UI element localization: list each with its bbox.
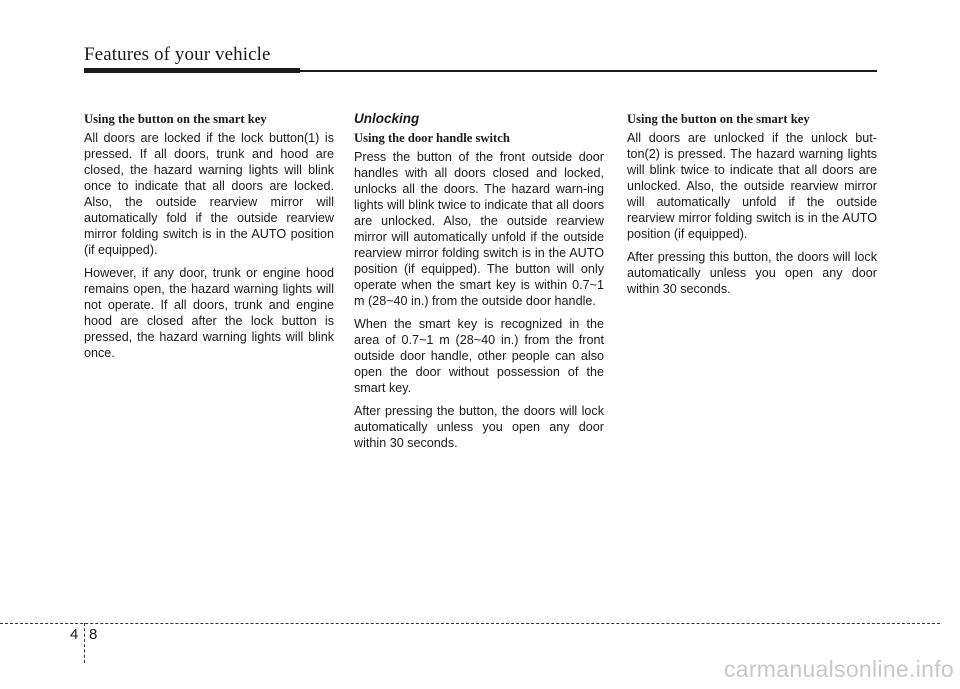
header-title: Features of your vehicle (84, 44, 271, 65)
paragraph: Press the button of the front outside door handles with all doors closed and locked, unlocks all the doors. The hazard warn-ing lights will blink twice to indicate that all doors are unlocked. Also, the outside rearview mirror will automatically unfold if the outside rearview mirror folding switch is in the AUTO position (if equipped). The button will only operate when the smart key is within 0.7~1 m (28~40 in.) from the outside door handle. (354, 150, 604, 308)
footer-dashed-divider (84, 623, 85, 663)
paragraph: All doors are locked if the lock button(1) is pressed. If all doors, trunk and hood are closed, the hazard warning lights will blink once to indicate that all doors are locked. Also, the outside rearview mirror will automatically fold if the outside rearview mirror folding switch is in the AUTO position (if equipped). (84, 131, 334, 257)
paragraph: However, if any door, trunk or engine hood remains open, the hazard warning lights will not operate. If all doors, trunk and engine hood are closed after the lock button is pressed, the hazard warning lights will blink once. (84, 266, 334, 360)
paragraph: After pressing the button, the doors will lock automatically unless you open any door within 30 seconds. (354, 404, 604, 450)
watermark: carmanualsonline.info (723, 656, 954, 682)
column-unlock-smart-key (627, 111, 877, 304)
subhead-smart-key-unlock: Using the button on the smart key (627, 112, 810, 126)
subhead-door-handle-switch: Using the door handle switch (354, 131, 510, 145)
footer-dashed-rule (0, 623, 940, 624)
paragraph: All doors are unlocked if the unlock but-ton(2) is pressed. The hazard warning lights will blink twice to indicate that all doors are unlocked. Also, the outside rearview mirror will automatically unfold if the outside rearview mirror folding switch is in the AUTO position (if equipped). (627, 131, 877, 241)
section-title-unlocking: Unlocking (354, 111, 420, 126)
paragraph: After pressing this button, the doors will lock automatically unless you open any door within 30 seconds. (627, 250, 877, 296)
header-rule-thick (84, 68, 300, 73)
page-chapter-number: 4 (70, 626, 79, 643)
page-number: 8 (89, 626, 98, 643)
header-rule-thin (300, 70, 877, 72)
column-unlocking-door-handle (354, 111, 604, 458)
paragraph: When the smart key is recognized in the area of 0.7~1 m (28~40 in.) from the front outside door handle, other people can also open the door without possession of the smart key. (354, 317, 604, 395)
column-lock-smart-key (84, 111, 334, 368)
subhead-smart-key-lock: Using the button on the smart key (84, 112, 267, 126)
